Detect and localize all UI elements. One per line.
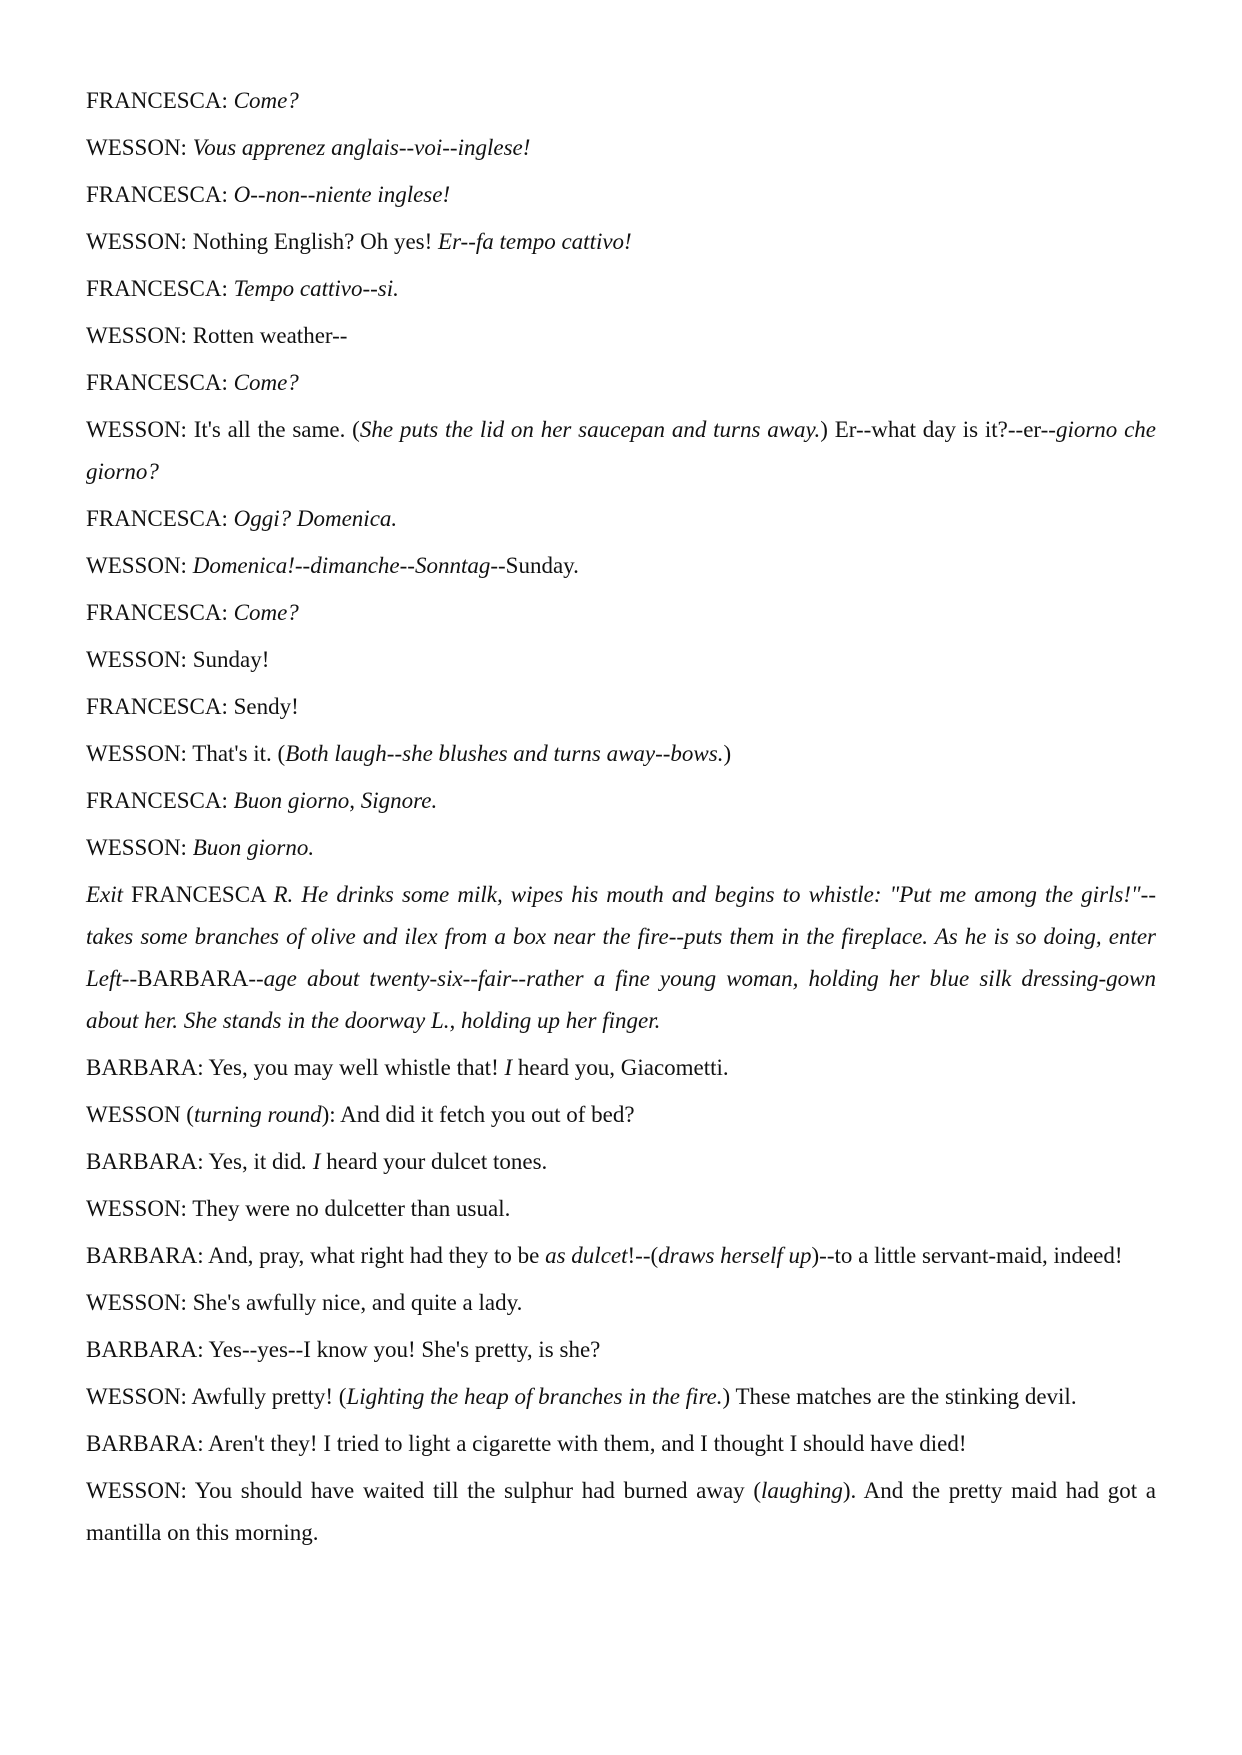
stage-direction-text: giorno che giorno? bbox=[86, 417, 1156, 484]
stage-direction-text: Oggi? Domenica. bbox=[233, 506, 398, 531]
dialogue-paragraph bbox=[86, 1329, 1156, 1371]
stage-direction-text: Tempo cattivo--si. bbox=[233, 276, 399, 301]
dialogue-paragraph bbox=[86, 1376, 1156, 1418]
dialogue-paragraph bbox=[86, 1188, 1156, 1230]
dialogue-text: !--( bbox=[627, 1243, 659, 1268]
dialogue-text: --Sunday. bbox=[490, 553, 579, 578]
dialogue-text: BARBARA: Aren't they! I tried to light a cigarette with them, and I thought I should have died! bbox=[86, 1431, 967, 1456]
dialogue-text: BARBARA: Yes--yes--I know you! She's pretty, is she? bbox=[86, 1337, 601, 1362]
dialogue-text: ) Er--what day is it?--er-- bbox=[820, 417, 1056, 442]
dialogue-text: WESSON ( bbox=[86, 1102, 194, 1127]
dialogue-text: BARBARA: Yes, you may well whistle that! bbox=[86, 1055, 505, 1080]
stage-direction-text: Come? bbox=[233, 370, 299, 395]
dialogue-text: )--to a little servant-maid, indeed! bbox=[811, 1243, 1123, 1268]
stage-direction-text: Buon giorno, Signore. bbox=[233, 788, 438, 813]
dialogue-text: WESSON: You should have waited till the sulphur had burned away ( bbox=[86, 1478, 762, 1503]
dialogue-paragraph bbox=[86, 268, 1156, 310]
dialogue-text: heard you, Giacometti. bbox=[512, 1055, 729, 1080]
dialogue-text: WESSON: Nothing English? Oh yes! bbox=[86, 229, 439, 254]
dialogue-paragraph bbox=[86, 874, 1156, 1042]
dialogue-paragraph bbox=[86, 315, 1156, 357]
stage-direction-text: R. He drinks some milk, wipes his mouth and begins to whistle: "Put me among the girls!"--takes some branches of olive and ilex from a box near the fire--puts them in the fireplace. As he is so doing, enter Left-- bbox=[86, 882, 1156, 991]
dialogue-text: ) These matches are the stinking devil. bbox=[722, 1384, 1077, 1409]
dialogue-text: BARBARA bbox=[137, 966, 249, 991]
dialogue-paragraph bbox=[86, 1047, 1156, 1089]
dialogue-paragraph bbox=[86, 1423, 1156, 1465]
dialogue-paragraph bbox=[86, 498, 1156, 540]
dialogue-text: WESSON: Awfully pretty! ( bbox=[86, 1384, 347, 1409]
dialogue-text: FRANCESCA: bbox=[86, 276, 234, 301]
play-text-body bbox=[86, 80, 1156, 1554]
dialogue-text: ). And the pretty maid had got a mantilla on this morning. bbox=[86, 1478, 1156, 1545]
dialogue-paragraph bbox=[86, 221, 1156, 263]
stage-direction-text: Lighting the heap of branches in the fire. bbox=[346, 1384, 723, 1409]
stage-direction-text: O--non--niente inglese! bbox=[233, 182, 451, 207]
stage-direction-text: draws herself up bbox=[658, 1243, 812, 1268]
dialogue-text: ): And did it fetch you out of bed? bbox=[321, 1102, 635, 1127]
stage-direction-text: Come? bbox=[233, 600, 299, 625]
stage-direction-text: Buon giorno. bbox=[192, 835, 315, 860]
dialogue-text: WESSON: bbox=[86, 835, 193, 860]
dialogue-text: FRANCESCA: bbox=[86, 370, 234, 395]
dialogue-text: FRANCESCA: Sendy! bbox=[86, 694, 299, 719]
dialogue-paragraph bbox=[86, 592, 1156, 634]
dialogue-text: BARBARA: Yes, it did bbox=[86, 1149, 302, 1174]
dialogue-text: WESSON: Rotten weather-- bbox=[86, 323, 348, 348]
dialogue-paragraph bbox=[86, 1470, 1156, 1554]
stage-direction-text: Vous apprenez anglais--voi--inglese! bbox=[192, 135, 531, 160]
dialogue-paragraph bbox=[86, 1094, 1156, 1136]
dialogue-paragraph bbox=[86, 733, 1156, 775]
stage-direction-text: I bbox=[504, 1055, 513, 1080]
dialogue-paragraph bbox=[86, 639, 1156, 681]
stage-direction-text: Exit bbox=[86, 882, 132, 907]
dialogue-paragraph bbox=[86, 127, 1156, 169]
dialogue-paragraph bbox=[86, 686, 1156, 728]
dialogue-paragraph bbox=[86, 80, 1156, 122]
dialogue-text: FRANCESCA: bbox=[86, 788, 234, 813]
dialogue-text: FRANCESCA: bbox=[86, 600, 234, 625]
dialogue-paragraph bbox=[86, 174, 1156, 216]
dialogue-text: WESSON: That's it. ( bbox=[86, 741, 286, 766]
stage-direction-text: turning round bbox=[193, 1102, 322, 1127]
stage-direction-text: laughing bbox=[761, 1478, 843, 1503]
dialogue-text: FRANCESCA: bbox=[86, 182, 234, 207]
dialogue-paragraph bbox=[86, 545, 1156, 587]
dialogue-text: FRANCESCA bbox=[131, 882, 274, 907]
stage-direction-text: Domenica!--dimanche--Sonntag bbox=[192, 553, 491, 578]
dialogue-text: WESSON: It's all the same. ( bbox=[86, 417, 360, 442]
stage-direction-text: as dulcet bbox=[545, 1243, 628, 1268]
dialogue-text: FRANCESCA: bbox=[86, 88, 234, 113]
dialogue-paragraph bbox=[86, 1141, 1156, 1183]
dialogue-text: FRANCESCA: bbox=[86, 506, 234, 531]
stage-direction-text: She puts the lid on her saucepan and turns away. bbox=[359, 417, 821, 442]
dialogue-text: ) bbox=[723, 741, 732, 766]
dialogue-text: WESSON: Sunday! bbox=[86, 647, 270, 672]
stage-direction-text: Both laugh--she blushes and turns away--bows. bbox=[285, 741, 724, 766]
stage-direction-text: --age about twenty-six--fair--rather a fine young woman, holding her blue silk dressing-gown about her. She stands in the doorway L., holding up her finger. bbox=[86, 966, 1156, 1033]
dialogue-paragraph bbox=[86, 1235, 1156, 1277]
dialogue-paragraph bbox=[86, 1282, 1156, 1324]
dialogue-text: WESSON: She's awfully nice, and quite a lady. bbox=[86, 1290, 523, 1315]
stage-direction-text: . I bbox=[301, 1149, 321, 1174]
stage-direction-text: Er--fa tempo cattivo! bbox=[438, 229, 632, 254]
dialogue-paragraph bbox=[86, 409, 1156, 493]
dialogue-text: heard your dulcet tones. bbox=[320, 1149, 548, 1174]
stage-direction-text: Come? bbox=[233, 88, 299, 113]
dialogue-paragraph bbox=[86, 362, 1156, 404]
dialogue-text: WESSON: bbox=[86, 553, 193, 578]
dialogue-text: WESSON: bbox=[86, 135, 193, 160]
dialogue-text: WESSON: They were no dulcetter than usual. bbox=[86, 1196, 511, 1221]
dialogue-text: BARBARA: And, pray, what right had they to be bbox=[86, 1243, 546, 1268]
dialogue-paragraph bbox=[86, 780, 1156, 822]
dialogue-paragraph bbox=[86, 827, 1156, 869]
